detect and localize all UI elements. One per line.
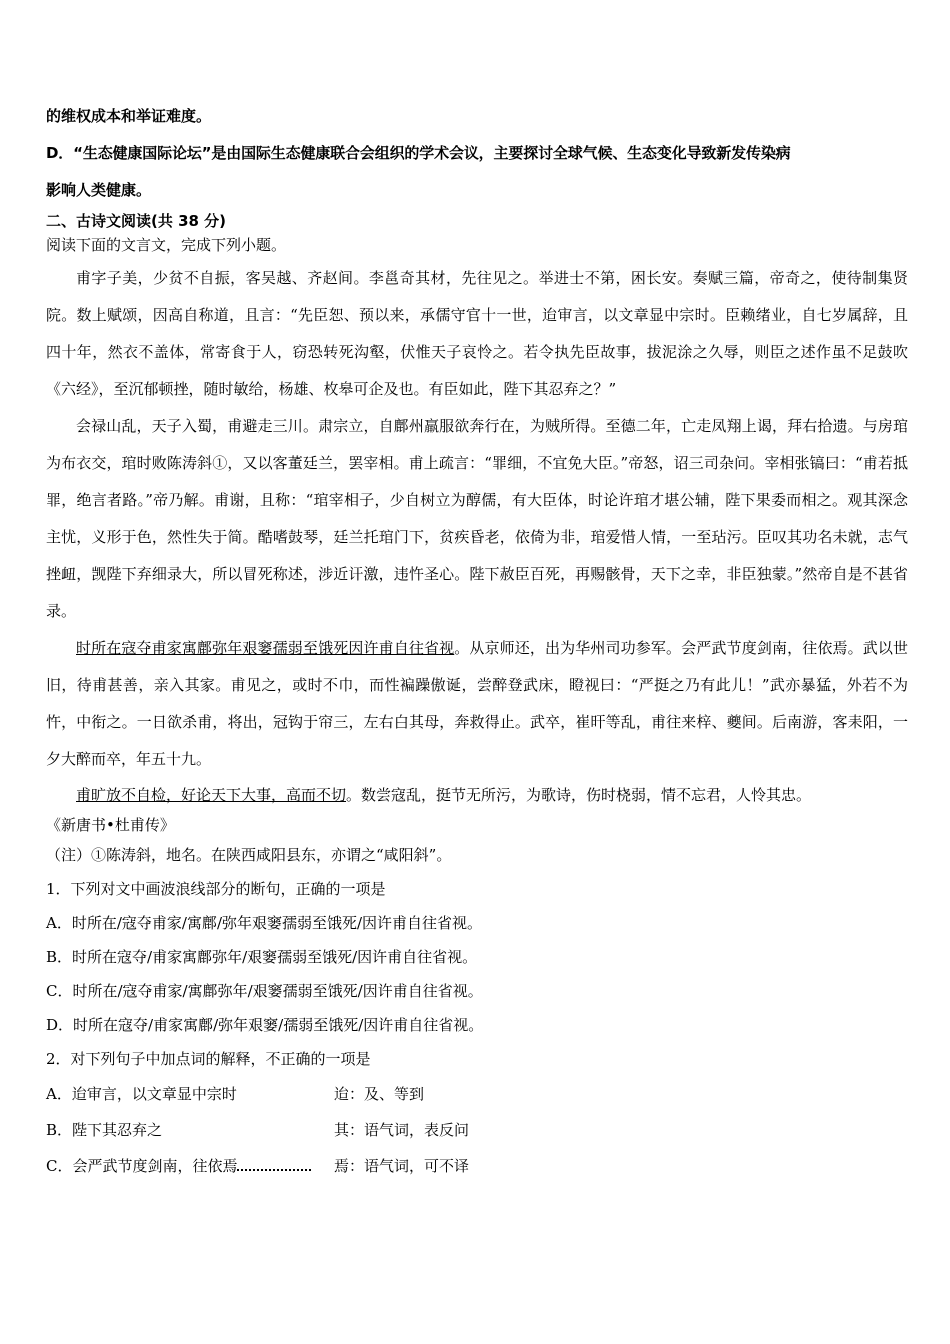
option-d-line1: D．“生态健康国际论坛”是由国际生态健康联合会组织的学术会议，主要探讨全球气候、生态变化导致新发传染病 bbox=[46, 144, 791, 162]
question-1-option-b: B．时所在寇夺/甫家寓鄜弥年/艰窭孺弱至饿死/因许甫自往省视。 bbox=[46, 948, 478, 966]
passage-paragraph-4 bbox=[46, 778, 908, 812]
option-gloss: 焉：语气词，可不译 bbox=[334, 1157, 470, 1175]
underlined-sentence: 甫旷放不自检，好论天下大事，高而不切 bbox=[76, 786, 347, 804]
section-instruction: 阅读下面的文言文，完成下列小题。 bbox=[46, 236, 287, 254]
option-gloss: 迨：及、等到 bbox=[334, 1085, 425, 1103]
question-2-option-c bbox=[46, 1148, 908, 1184]
document-page bbox=[46, 98, 908, 1184]
question-2-option-a bbox=[46, 1076, 908, 1112]
option-d-line2: 影响人类健康。 bbox=[46, 181, 152, 199]
dotted-emphasis-marks bbox=[237, 1155, 311, 1171]
passage-source: 《新唐书•杜甫传》 bbox=[46, 816, 175, 834]
question-2-stem: 2．对下列句子中加点词的解释，不正确的一项是 bbox=[46, 1050, 371, 1068]
passage-paragraph-2: 会禄山乱，天子入蜀，甫避走三川。肃宗立，自鄜州羸服欲奔行在，为贼所得。至德二年，亡走凤翔上谒，拜右拾遗。与房琯为布衣交，琯时败陈涛斜①，又以客董廷兰，罢宰相。甫上疏言：“罪细，不宜免大臣。”帝怒，诏三司杂问。宰相张镐曰：“甫若抵罪，绝言者路。”帝乃解。甫谢，且称：“琯宰相子，少自树立为醇儒，有大臣体，时论许琯才堪公辅，陛下果委而相之。观其深念主忧，义形于色，然性失于简。酷嗜鼓琴，廷兰托琯门下，贫疾昏老，依倚为非，琯爱惜人情，一至玷污。臣叹其功名未就，志气挫衄，觊陛下弃细录大，所以冒死称述，涉近讦激，违忤圣心。陛下赦臣百死，再赐骸骨，天下之幸，非臣独蒙。”然帝自是不甚省录。 bbox=[46, 417, 908, 620]
section-heading: 二、古诗文阅读(共 38 分) bbox=[46, 212, 227, 230]
wavy-underlined-sentence: 时所在寇夺甫家寓鄜弥年艰窭孺弱至饿死因许甫自往省视 bbox=[76, 639, 455, 657]
option-sentence-wrap bbox=[46, 1148, 334, 1184]
paragraph-3-rest: 。从京师还，出为华州司功参军。会严武节度剑南，往依焉。武以世旧，待甫甚善，亲入其家。甫见之，或时不巾，而性褊躁傲诞，尝醉登武床，瞪视曰：“严挺之乃有此儿！”武亦暴猛，外若不为忤，中衔之。一日欲杀甫，将出，冠钩于帘三，左右白其母，奔救得止。武卒，崔旰等乱，甫往来梓、夔间。后南游，客耒阳，一夕大醉而卒，年五十九。 bbox=[46, 639, 908, 768]
option-sentence: A．迨审言，以文章显中宗时 bbox=[46, 1085, 237, 1103]
question-1-stem: 1．下列对文中画波浪线部分的断句，正确的一项是 bbox=[46, 880, 386, 898]
option-gloss: 其：语气词，表反问 bbox=[334, 1121, 470, 1139]
question-1-option-c: C．时所在/寇夺甫家/寓鄜弥年/艰窭孺弱至饿死/因许甫自往省视。 bbox=[46, 982, 483, 1000]
question-1-option-d: D．时所在寇夺/甫家寓鄜/弥年艰窭/孺弱至饿死/因许甫自往省视。 bbox=[46, 1016, 484, 1034]
option-c-tail: 的维权成本和举证难度。 bbox=[46, 107, 212, 125]
option-sentence: C．会严武节度剑南，往依焉 bbox=[46, 1157, 238, 1175]
passage-paragraph-1: 甫字子美，少贫不自振，客吴越、齐赵间。李邕奇其材，先往见之。举进士不第，困长安。奏赋三篇，帝奇之，使待制集贤院。数上赋颂，因高自称道，且言：“先臣恕、预以来，承儒守官十一世，迨审言，以文章显中宗时。臣赖绪业，自七岁属辞，且四十年，然衣不盖体，常寄食于人，窃恐转死沟壑，伏惟天子哀怜之。若令执先臣故事，拔泥涂之久辱，则臣之述作虽不足鼓吹《六经》，至沉郁顿挫，随时敏给，杨雄、枚皋可企及也。有臣如此，陛下其忍弃之？” bbox=[46, 269, 908, 398]
passage-note: （注）①陈涛斜，地名。在陕西咸阳县东，亦谓之“咸阳斜”。 bbox=[46, 846, 452, 864]
paragraph-4-rest: 。数尝寇乱，挺节无所污，为歌诗，伤时桡弱，情不忘君，人怜其忠。 bbox=[346, 786, 812, 804]
option-sentence: B．陛下其忍弃之 bbox=[46, 1121, 163, 1139]
question-1-option-a: A．时所在/寇夺甫家/寓鄜/弥年艰窭孺弱至饿死/因许甫自往省视。 bbox=[46, 914, 483, 932]
passage-paragraph-3 bbox=[46, 630, 908, 778]
question-2-option-b bbox=[46, 1112, 908, 1148]
